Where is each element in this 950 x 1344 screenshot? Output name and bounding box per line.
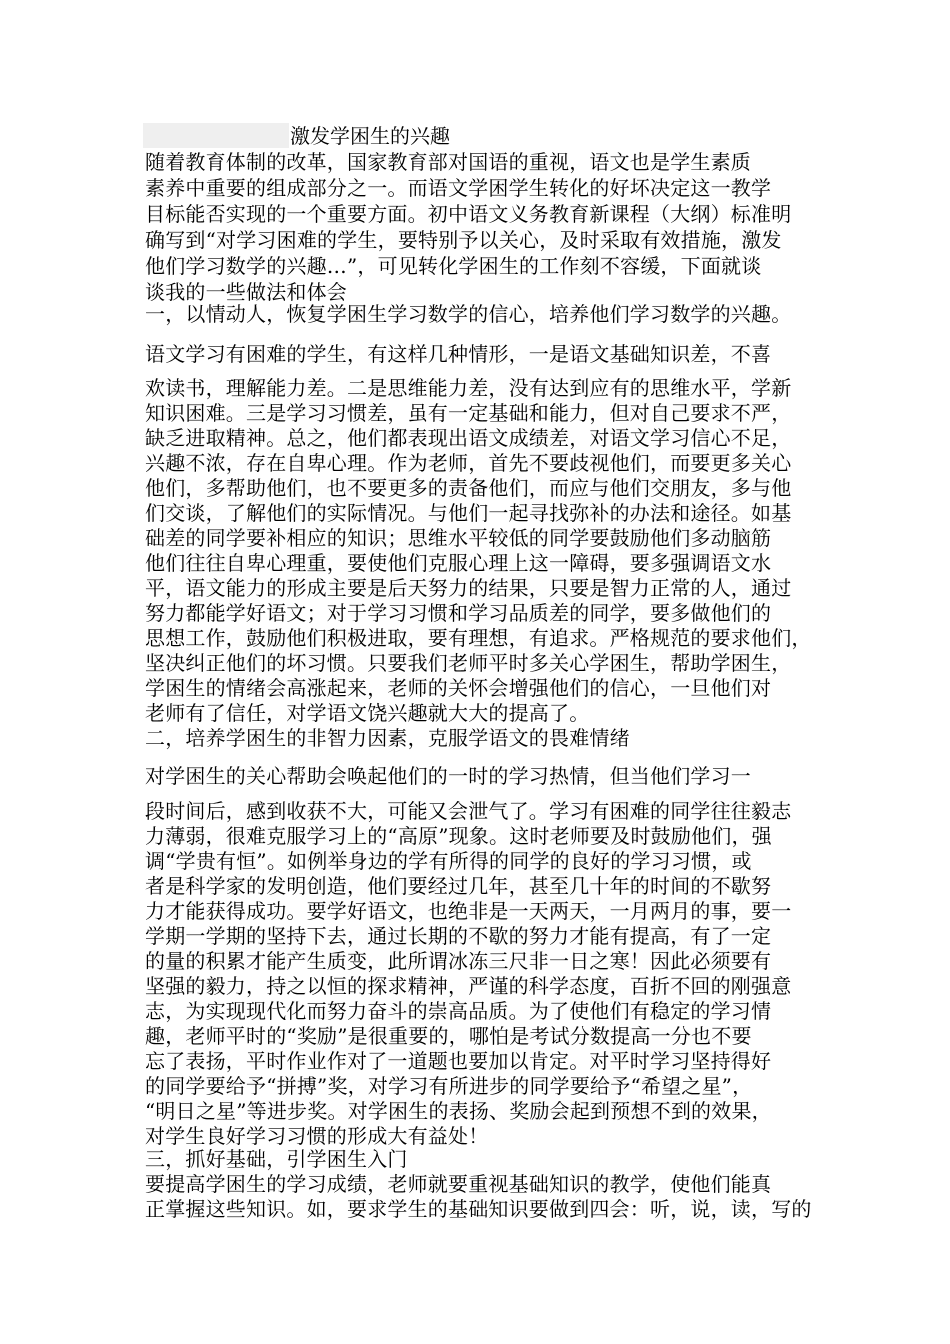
paragraph-line: 平，语文能力的形成主要是后天努力的结果，只要是智力正常的人，通过 — [145, 576, 792, 600]
paragraph-line: 兴趣不浓，存在自卑心理。作为老师，首先不要歧视他们，而要更多关心 — [145, 451, 792, 475]
paragraph-line: “明日之星”等进步奖。对学困生的表扬、奖励会起到预想不到的效果， — [145, 1099, 772, 1123]
document-title: 激发学困生的兴趣 — [290, 124, 450, 148]
paragraph-line: 努力都能学好语文；对于学习习惯和学习品质差的同学，要多做他们的 — [145, 601, 772, 625]
paragraph-line: 他们学习数学的兴趣…”，可见转化学困生的工作刻不容缓，下面就谈 — [145, 254, 762, 278]
paragraph-line: 随着教育体制的改革，国家教育部对国语的重视，语文也是学生素质 — [145, 150, 751, 174]
paragraph-line: 的同学要给予“拼搏”奖，对学习有所进步的同学要给予“希望之星”， — [145, 1074, 753, 1098]
paragraph-line: 段时间后，感到收获不大，可能又会泄气了。学习有困难的同学往往毅志 — [145, 799, 792, 823]
paragraph-line: 知识困难。三是学习习惯差，虽有一定基础和能力，但对自己要求不严， — [145, 401, 792, 425]
paragraph-line: 对学困生的关心帮助会唤起他们的一时的学习热情，但当他们学习一 — [145, 764, 751, 788]
paragraph-line: 学期一学期的坚持下去，通过长期的不歇的努力才能有提高，有了一定 — [145, 924, 772, 948]
paragraph-line: 者是科学家的发明创造，他们要经过几年，甚至几十年的时间的不歇努 — [145, 874, 772, 898]
paragraph-line: 志，为实现现代化而努力奋斗的崇高品质。为了使他们有稳定的学习情 — [145, 999, 772, 1023]
section-heading: 二，培养学困生的非智力因素，克服学语文的畏难情绪 — [145, 726, 630, 750]
paragraph-line: 调“学贵有恒”。如例举身边的学有所得的同学的良好的学习习惯，或 — [145, 849, 752, 873]
paragraph-line: 正掌握这些知识。如，要求学生的基础知识要做到四会：听，说，读，写的 — [145, 1197, 812, 1221]
paragraph-line: 目标能否实现的一个重要方面。初中语文义务教育新课程（大纲）标准明 — [145, 202, 792, 226]
paragraph-line: 坚决纠正他们的坏习惯。只要我们老师平时多关心学困生，帮助学困生， — [145, 651, 792, 675]
paragraph-line: 础差的同学要补相应的知识；思维水平较低的同学要鼓励他们多动脑筋 — [145, 526, 772, 550]
paragraph-line: 思想工作，鼓励他们积极进取，要有理想，有追求。严格规范的要求他们， — [145, 626, 812, 650]
paragraph-line: 忘了表扬，平时作业作对了一道题也要加以肯定。对平时学习坚持得好 — [145, 1049, 772, 1073]
paragraph-line: 要提高学困生的学习成绩，老师就要重视基础知识的教学，使他们能真 — [145, 1172, 772, 1196]
paragraph-line: 他们往往自卑心理重，要使他们克服心理上这一障碍，要多强调语文水 — [145, 551, 772, 575]
paragraph-line: 谈我的一些做法和体会 — [145, 280, 347, 304]
paragraph-line: 对学生良好学习习惯的形成大有益处！ — [145, 1124, 489, 1148]
paragraph-line: 老师有了信任，对学语文饶兴趣就大大的提高了。 — [145, 701, 590, 725]
paragraph-line: 力薄弱，很难克服学习上的“高原”现象。这时老师要及时鼓励他们，强 — [145, 824, 772, 848]
paragraph-line: 们交谈，了解他们的实际情况。与他们一起寻找弥补的办法和途径。如基 — [145, 501, 792, 525]
paragraph-line: 的量的积累才能产生质变，此所谓冰冻三尺非一日之寒！因此必须要有 — [145, 949, 772, 973]
paragraph-line: 坚强的毅力，持之以恒的探求精神，严谨的科学态度，百折不回的刚强意 — [145, 974, 792, 998]
paragraph-line: 力才能获得成功。要学好语文，也绝非是一天两天，一月两月的事，要一 — [145, 899, 792, 923]
paragraph-line: 他们，多帮助他们，也不要更多的责备他们，而应与他们交朋友，多与他 — [145, 476, 792, 500]
paragraph-line: 欢读书，理解能力差。二是思维能力差，没有达到应有的思维水平，学新 — [145, 376, 792, 400]
title-highlight — [143, 123, 289, 148]
section-heading: 三，抓好基础，引学困生入门 — [145, 1147, 408, 1171]
section-heading: 一，以情动人，恢复学困生学习数学的信心，培养他们学习数学的兴趣。 — [145, 302, 792, 326]
paragraph-line: 语文学习有困难的学生，有这样几种情形，一是语文基础知识差，不喜 — [145, 342, 772, 366]
paragraph-line: 确写到“对学习困难的学生，要特别予以关心，及时采取有效措施，激发 — [145, 228, 782, 252]
paragraph-line: 学困生的情绪会高涨起来，老师的关怀会增强他们的信心，一旦他们对 — [145, 676, 772, 700]
paragraph-line: 缺乏进取精神。总之，他们都表现出语文成绩差，对语文学习信心不足， — [145, 426, 792, 450]
paragraph-line: 趣，老师平时的“奖励”是很重要的，哪怕是考试分数提高一分也不要 — [145, 1024, 752, 1048]
paragraph-line: 素养中重要的组成部分之一。而语文学困学生转化的好坏决定这一教学 — [145, 176, 772, 200]
